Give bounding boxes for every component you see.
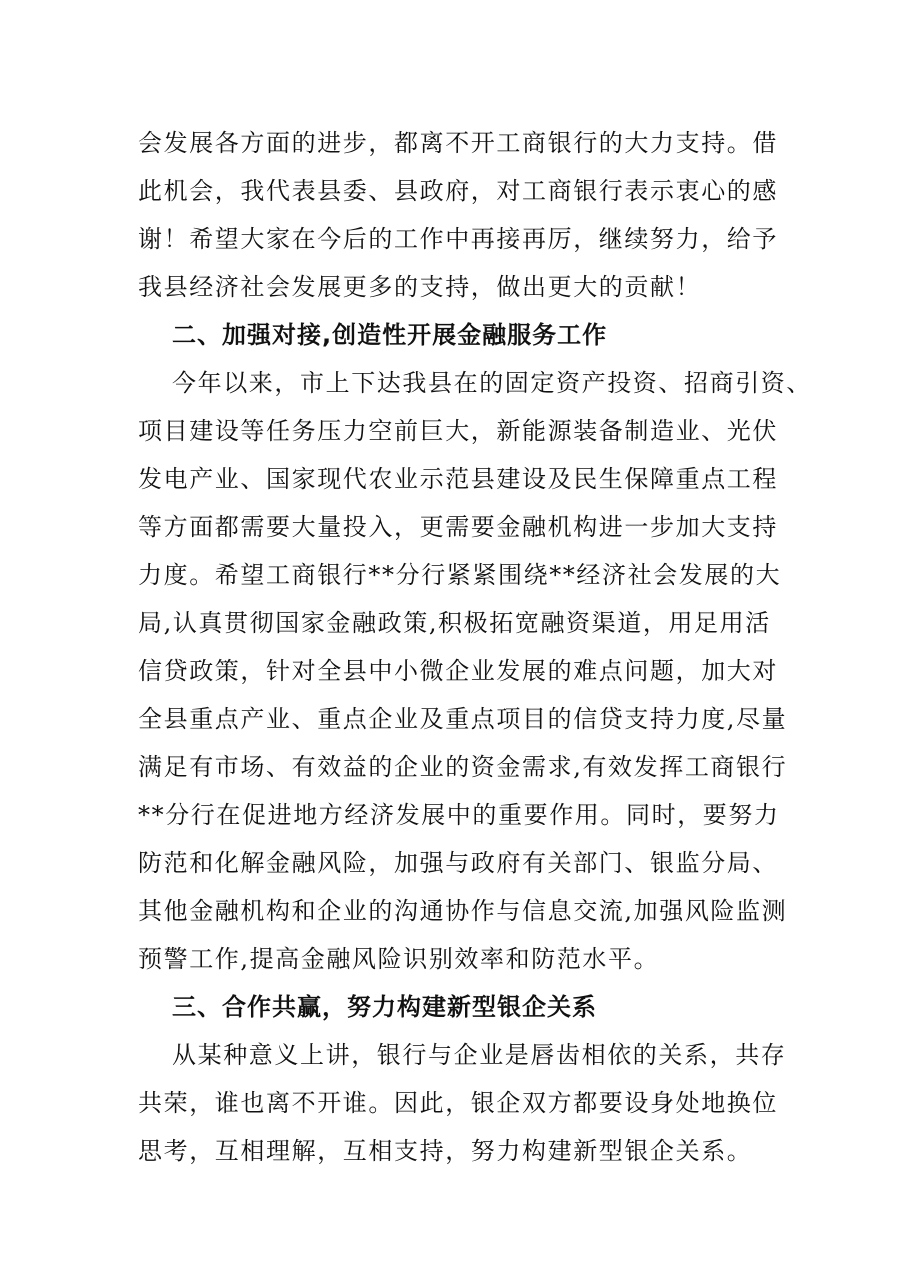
paragraph-line: 防范和化解金融风险，加强与政府有关部门、银监分局、 xyxy=(138,849,778,877)
paragraph-line: 力度。希望工商银行**分行紧紧围绕**经济社会发展的大 xyxy=(138,561,782,589)
section-heading: 二、加强对接,创造性开展金融服务工作 xyxy=(172,321,608,349)
paragraph-line: 局,认真贯彻国家金融政策,积极拓宽融资渠道，用足用活 xyxy=(138,609,771,637)
paragraph-line: 共荣，谁也离不开谁。因此，银企双方都要设身处地换位 xyxy=(138,1089,778,1117)
section-heading: 三、合作共赢，努力构建新型银企关系 xyxy=(172,993,597,1021)
paragraph-line: 从某种意义上讲，银行与企业是唇齿相依的关系，共存 xyxy=(172,1041,787,1069)
paragraph-line: 其他金融机构和企业的沟通协作与信息交流,加强风险监测 xyxy=(138,897,788,925)
paragraph-line: 此机会，我代表县委、县政府，对工商银行表示衷心的感 xyxy=(138,177,778,205)
paragraph-line: 会发展各方面的进步，都离不开工商银行的大力支持。借 xyxy=(138,129,778,157)
paragraph-line: 等方面都需要大量投入，更需要金融机构进一步加大支持 xyxy=(138,513,778,541)
paragraph-line: 信贷政策，针对全县中小微企业发展的难点问题，加大对 xyxy=(138,657,778,685)
paragraph-line: 满足有市场、有效益的企业的资金需求,有效发挥工商银行 xyxy=(138,753,788,781)
paragraph-line: 思考，互相理解，互相支持，努力构建新型银企关系。 xyxy=(138,1137,753,1165)
paragraph-line: 今年以来，市上下达我县在的固定资产投资、招商引资、 xyxy=(172,369,812,397)
paragraph-line: **分行在促进地方经济发展中的重要作用。同时，要努力 xyxy=(138,801,780,829)
paragraph-line: 我县经济社会发展更多的支持，做出更大的贡献！ xyxy=(138,273,702,301)
paragraph-line: 项目建设等任务压力空前巨大，新能源装备制造业、光伏 xyxy=(138,417,778,445)
paragraph-line: 预警工作,提高金融风险识别效率和防范水平。 xyxy=(138,945,660,973)
paragraph-line: 谢！希望大家在今后的工作中再接再厉，继续努力，给予 xyxy=(138,225,778,253)
paragraph-line: 全县重点产业、重点企业及重点项目的信贷支持力度,尽量 xyxy=(138,705,788,733)
paragraph-line: 发电产业、国家现代农业示范县建设及民生保障重点工程 xyxy=(138,465,778,493)
